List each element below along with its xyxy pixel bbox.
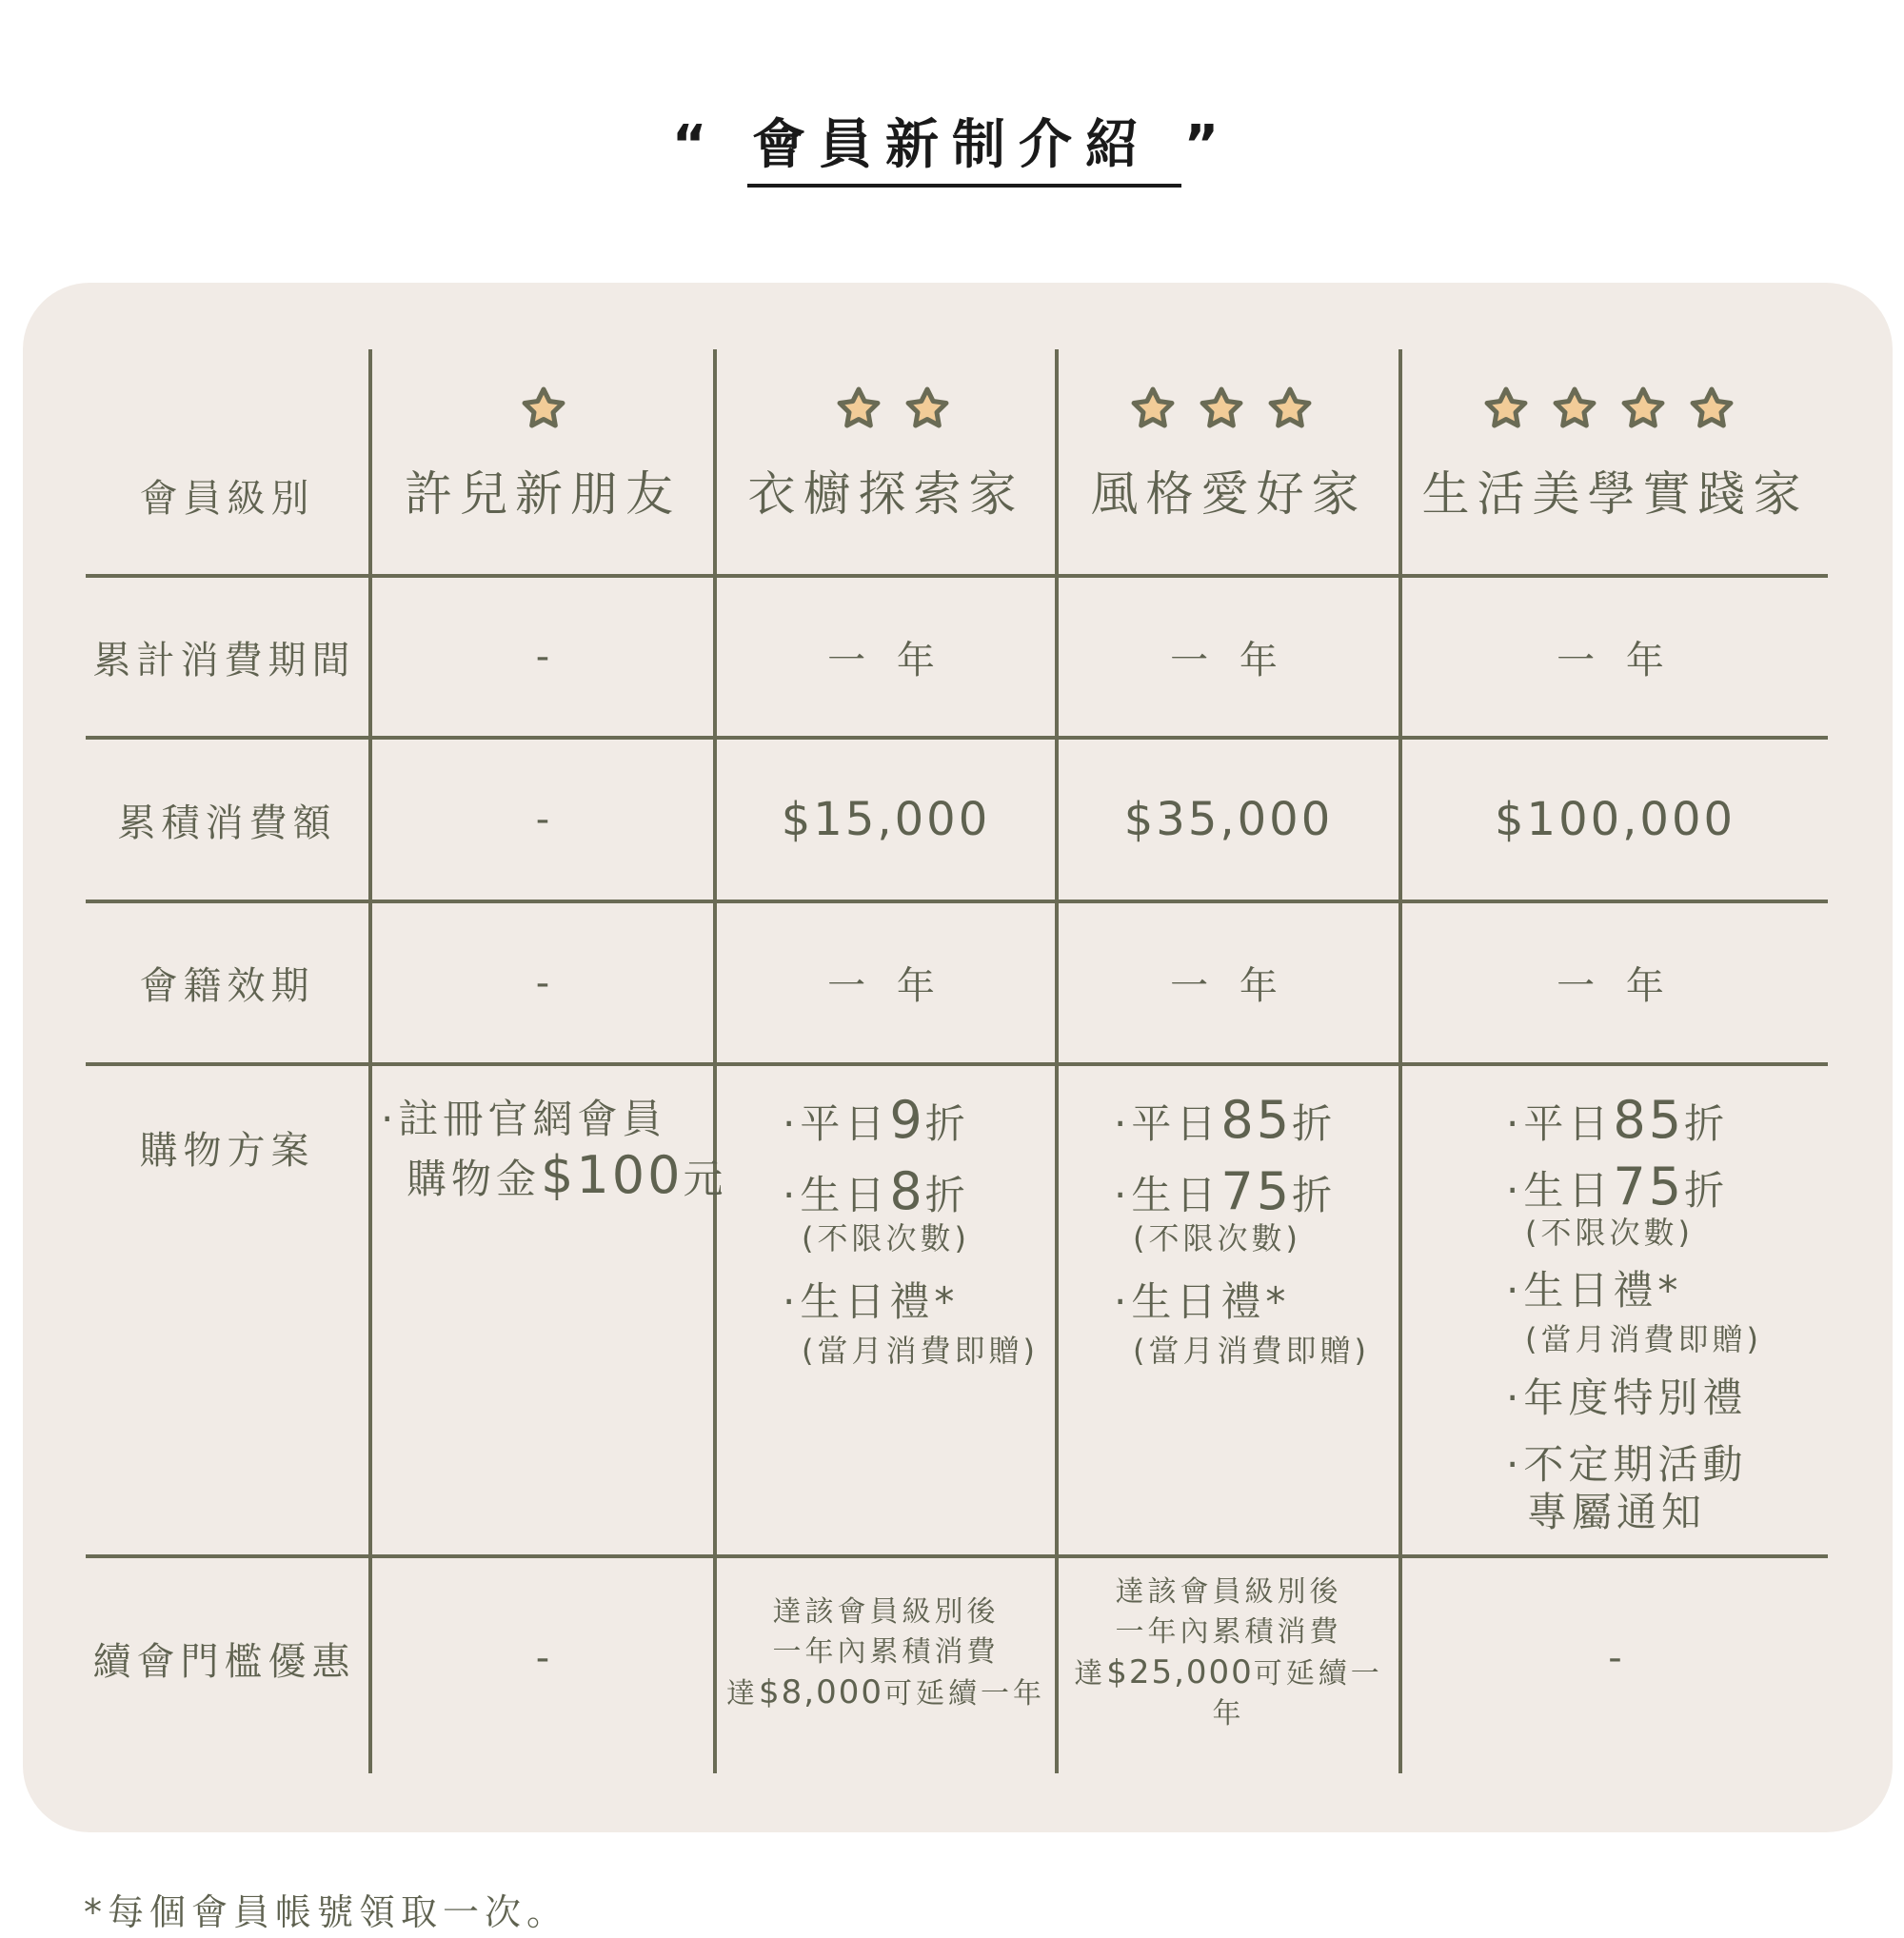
- plan-tier4-birthday-post: 折: [1684, 1167, 1730, 1214]
- renewal-tier4: -: [1608, 1636, 1622, 1680]
- plan-tier2-birthday-discount: 8: [889, 1161, 925, 1221]
- renewal-tier1: -: [535, 1636, 550, 1680]
- plan-tier3-birthday-discount: 75: [1220, 1161, 1293, 1221]
- renewal-tier3-line1: 達該會員級別後: [1115, 1575, 1342, 1609]
- tier1-name: 許兒新朋友: [405, 466, 681, 522]
- plan-tier4-annual-gift: ·年度特別禮: [1506, 1374, 1748, 1421]
- amount-tier3: $35,000: [1123, 793, 1334, 846]
- plan-tier4-birthday-note: (不限次數): [1525, 1215, 1694, 1251]
- renewal-tier3-line3: [1059, 1652, 1398, 1734]
- plan-tier3-gift: ·生日禮*: [1114, 1278, 1291, 1325]
- period-tier2: 一 年: [827, 638, 944, 682]
- plan-tier4-gift-note: (當月消費即贈): [1525, 1321, 1762, 1357]
- plan-tier3-weekday-pre: ·平日: [1114, 1100, 1221, 1147]
- renewal-tier2-line3-post: 可延續一年: [883, 1677, 1045, 1711]
- star-icon: [1129, 384, 1177, 431]
- plan-tier4-event-line1: ·不定期活動: [1506, 1441, 1748, 1488]
- header-row-label: 會員級別: [139, 476, 315, 521]
- plan-tier4-weekday: [1506, 1090, 1730, 1150]
- amount-tier2: $15,000: [781, 793, 991, 846]
- footnote: *每個會員帳號領取一次。: [84, 1891, 569, 1933]
- page-title: “ 會員新制介紹 ”: [671, 114, 1233, 176]
- plan-tier3-gift-note: (當月消費即贈): [1133, 1333, 1370, 1369]
- plan-tier3-birthday-post: 折: [1292, 1172, 1338, 1218]
- plan-tier2-weekday-discount: 9: [889, 1090, 925, 1150]
- tier2-name: 衣櫥探索家: [747, 466, 1024, 522]
- plan-tier1-credit: $100: [541, 1145, 684, 1205]
- renewal-label: 續會門檻優惠: [92, 1639, 356, 1684]
- plan-tier4-event-line2: 專屬通知: [1527, 1489, 1707, 1535]
- amount-label: 累積消費額: [117, 801, 337, 845]
- renewal-tier3-amount: $25,000: [1106, 1653, 1254, 1691]
- plan-tier4-birthday: [1506, 1157, 1730, 1216]
- star-icon: [1482, 384, 1530, 431]
- renewal-tier3-line2: 一年內累積消費: [1115, 1615, 1342, 1649]
- validity-tier2: 一 年: [827, 964, 944, 1008]
- plan-tier1-line1: ·註冊官網會員: [381, 1096, 667, 1142]
- plan-tier2-birthday-pre: ·生日: [783, 1172, 890, 1218]
- tier4-name: 生活美學實踐家: [1421, 466, 1809, 522]
- validity-label: 會籍效期: [139, 964, 315, 1008]
- period-label: 累計消費期間: [92, 638, 356, 682]
- period-tier4: 一 年: [1557, 638, 1674, 682]
- plan-tier3-birthday-pre: ·生日: [1114, 1172, 1221, 1218]
- renewal-tier2-amount: $8,000: [759, 1673, 883, 1711]
- plan-tier4-weekday-discount: 85: [1613, 1090, 1685, 1150]
- plan-tier4-gift: ·生日禮*: [1506, 1267, 1683, 1314]
- period-tier3: 一 年: [1170, 638, 1287, 682]
- plan-tier3-weekday: [1114, 1090, 1338, 1150]
- star-icon: [1688, 384, 1735, 431]
- amount-tier4: $100,000: [1494, 793, 1736, 846]
- star-icon: [835, 384, 883, 431]
- renewal-tier3-line3-pre: 達: [1074, 1657, 1107, 1691]
- row-divider: [86, 1062, 1828, 1066]
- tier2-stars: [835, 384, 951, 431]
- tier4-stars: [1482, 384, 1735, 431]
- tier3-name: 風格愛好家: [1090, 466, 1367, 522]
- plan-tier1-line2-pre: 購物金: [407, 1156, 542, 1202]
- plan-tier4-birthday-pre: ·生日: [1506, 1167, 1614, 1214]
- plan-tier2-weekday: [783, 1090, 970, 1150]
- star-icon: [520, 384, 567, 431]
- renewal-tier2-line3: [726, 1672, 1045, 1714]
- renewal-tier2: [717, 1558, 1055, 1749]
- plan-label: 購物方案: [139, 1128, 315, 1173]
- plan-tier2-birthday-note: (不限次數): [802, 1220, 970, 1256]
- plan-tier2-birthday: [783, 1161, 970, 1221]
- plan-tier2-weekday-pre: ·平日: [783, 1100, 890, 1147]
- plan-tier2-gift-note: (當月消費即贈): [802, 1333, 1039, 1369]
- tier1-stars: [520, 384, 567, 431]
- renewal-tier3: [1059, 1558, 1398, 1749]
- renewal-tier3-line3-post: 可延續一年: [1212, 1657, 1383, 1730]
- validity-tier3: 一 年: [1170, 964, 1287, 1008]
- plan-tier4-weekday-pre: ·平日: [1506, 1100, 1614, 1147]
- star-icon: [1266, 384, 1314, 431]
- plan-tier2-gift: ·生日禮*: [783, 1278, 960, 1325]
- plan-tier4-birthday-discount: 75: [1613, 1157, 1685, 1216]
- plan-tier3-birthday-note: (不限次數): [1133, 1220, 1301, 1256]
- amount-tier1: -: [535, 798, 550, 841]
- plan-tier2-birthday-post: 折: [924, 1172, 970, 1218]
- plan-tier2-weekday-post: 折: [924, 1100, 970, 1147]
- star-icon: [903, 384, 951, 431]
- star-icon: [1198, 384, 1245, 431]
- star-icon: [1619, 384, 1667, 431]
- plan-tier3-birthday: [1114, 1161, 1338, 1221]
- title-underline: [747, 184, 1181, 188]
- renewal-tier2-line1: 達該會員級別後: [772, 1595, 1000, 1629]
- star-icon: [1551, 384, 1598, 431]
- plan-tier3-weekday-post: 折: [1292, 1100, 1338, 1147]
- plan-tier1-line2-post: 元: [683, 1156, 728, 1202]
- tier3-stars: [1129, 384, 1314, 431]
- period-tier1: -: [535, 635, 550, 679]
- validity-tier1: -: [535, 960, 550, 1005]
- plan-tier3-weekday-discount: 85: [1220, 1090, 1293, 1150]
- renewal-tier2-line3-pre: 達: [726, 1677, 760, 1711]
- validity-tier4: 一 年: [1557, 964, 1674, 1008]
- plan-tier4-weekday-post: 折: [1684, 1100, 1730, 1147]
- plan-tier1-line2: [407, 1145, 728, 1205]
- renewal-tier2-line2: 一年內累積消費: [772, 1635, 1000, 1669]
